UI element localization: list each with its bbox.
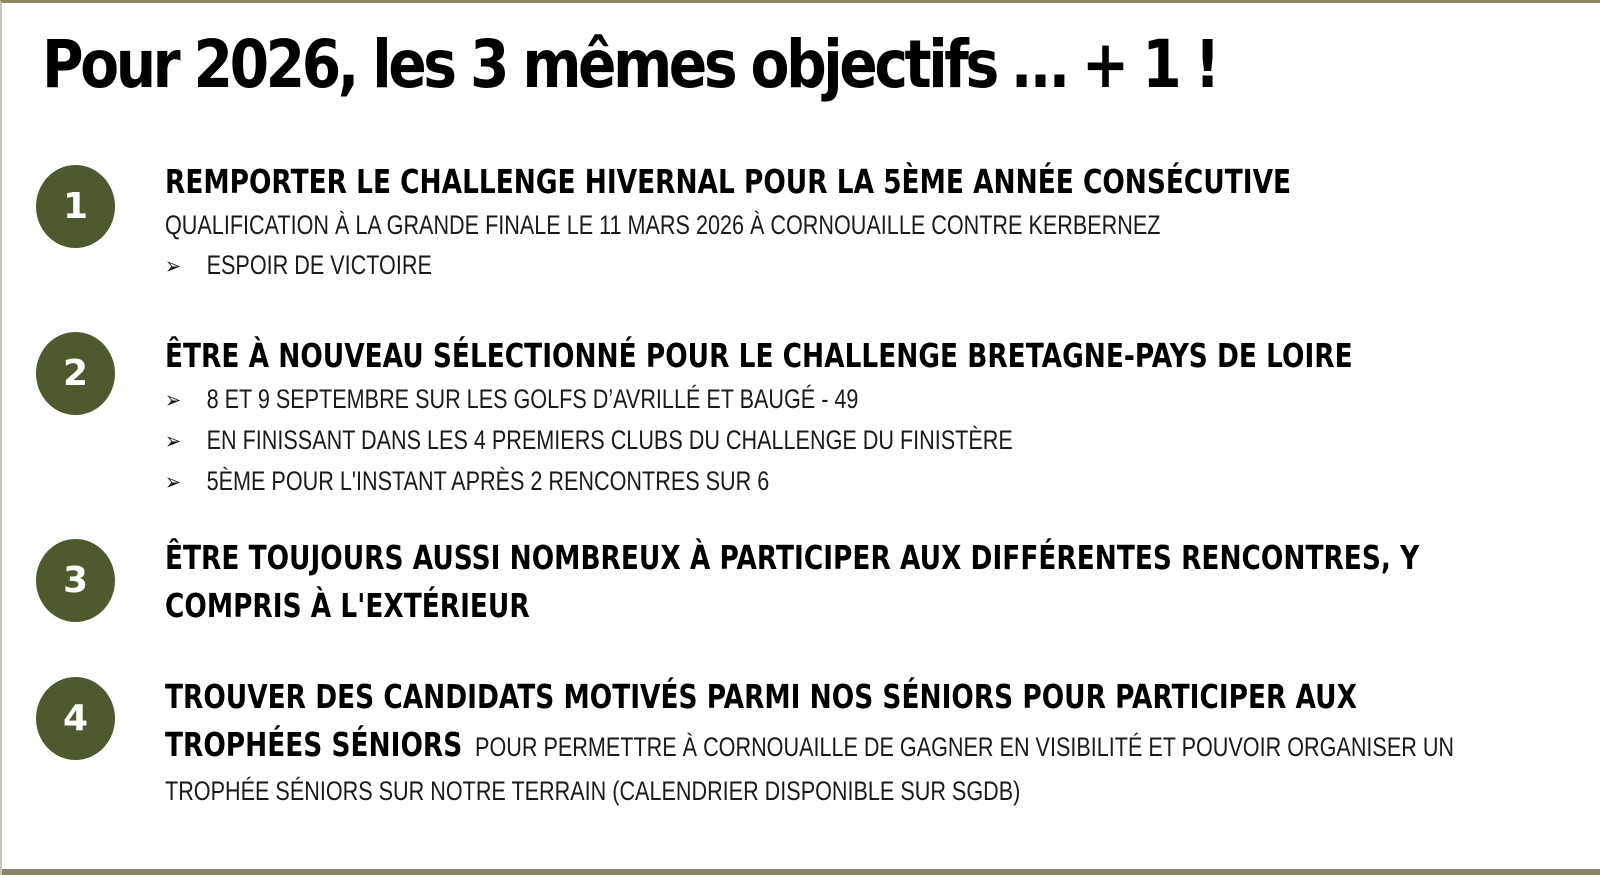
objective-2-bullet-3 [165, 461, 1301, 502]
objective-3 [165, 534, 1585, 630]
objective-4-heading-line-2 [165, 721, 1455, 771]
objective-2 [165, 333, 1585, 502]
objective-2-heading: ÊTRE À NOUVEAU SÉLECTIONNÉ POUR LE CHALLENGE BRETAGNE-PAYS DE LOIRE [165, 336, 1353, 375]
slide-title: Pour 2026, les 3 mêmes objectifs … + 1 ! [42, 26, 1218, 103]
footer-accent-bar [2, 869, 1600, 875]
bullet-text: 5ÈME POUR L'INSTANT APRÈS 2 RENCONTRES SUR 6 [206, 466, 770, 496]
objective-4-heading-emphasis: TROPHÉES SÉNIORS [165, 725, 463, 764]
arrow-bullet-icon: ➢ [165, 386, 182, 414]
objective-1 [165, 159, 1585, 286]
objective-1-bullet-1 [165, 245, 1301, 286]
objective-2-bullet-2 [165, 420, 1301, 461]
objective-2-bullet-1 [165, 379, 1301, 420]
objective-4-detail-inline: POUR PERMETTRE À CORNOUAILLE DE GAGNER EN VISIBILITÉ ET POUVOIR ORGANISER UN [475, 732, 1455, 762]
objective-1-heading: REMPORTER LE CHALLENGE HIVERNAL POUR LA 5ÈME ANNÉE CONSÉCUTIVE [165, 162, 1292, 201]
arrow-bullet-icon: ➢ [165, 468, 182, 496]
objective-3-heading-line-1: ÊTRE TOUJOURS AUSSI NOMBREUX À PARTICIPER AUX DIFFÉRENTES RENCONTRES, Y [165, 538, 1420, 577]
objective-4-number-badge: 4 [36, 677, 115, 760]
objective-1-detail: QUALIFICATION À LA GRANDE FINALE LE 11 MARS 2026 À CORNOUAILLE CONTRE KERBERNEZ [165, 210, 1161, 240]
objective-4 [165, 673, 1585, 811]
arrow-bullet-icon: ➢ [165, 252, 182, 280]
bullet-text: ESPOIR DE VICTOIRE [206, 250, 432, 280]
objective-2-number-badge: 2 [36, 332, 115, 415]
objective-3-heading-line-2: COMPRIS À L'EXTÉRIEUR [165, 586, 530, 625]
objective-1-number-badge: 1 [36, 165, 115, 248]
objective-4-detail-line: TROPHÉE SÉNIORS SUR NOTRE TERRAIN (CALENDRIER DISPONIBLE SUR SGDB) [165, 776, 1021, 806]
bullet-text: 8 ET 9 SEPTEMBRE SUR LES GOLFS D’AVRILLÉ ET BAUGÉ - 49 [206, 384, 859, 414]
objective-4-heading-line-1: TROUVER DES CANDIDATS MOTIVÉS PARMI NOS SÉNIORS POUR PARTICIPER AUX [165, 677, 1357, 716]
arrow-bullet-icon: ➢ [165, 427, 182, 455]
objective-3-number-badge: 3 [36, 539, 115, 622]
bullet-text: EN FINISSANT DANS LES 4 PREMIERS CLUBS DU CHALLENGE DU FINISTÈRE [206, 425, 1013, 455]
